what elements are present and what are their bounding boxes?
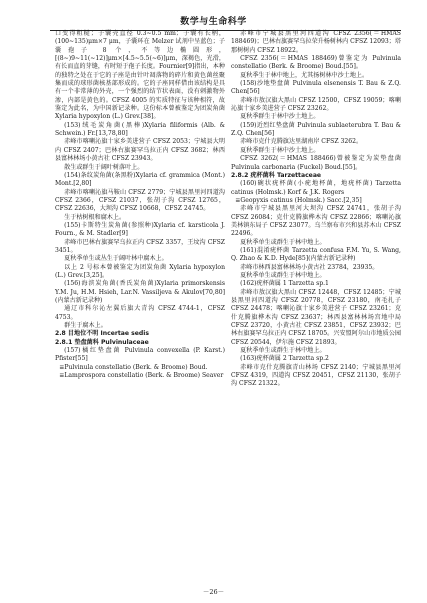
left-column <box>55 30 225 573</box>
specimen-record: 通辽市科尔沁左翼后旗大青沟 CFSZ 4744-1，CFSZ 4753。 <box>55 305 225 321</box>
paragraph: 口变得粗糙；子囊壳直径 0.3~0.5 mm；子囊有长柄，(100~135)μm×7 μm，子囊环在 Melzer 试剂中呈蓝色；子囊孢子 8 个，不等边椭圆形，[(8~)9~11(~12)]μm×[4.5~5.5(~6)]μm，深褐色，光滑，有长而直的芽缝，有时短于孢子长度。Fournier[9]指出，本种的独特之处在于它的子座是由针叶凋落物的碎片和黄色菌丝聚集而成的球形菌核基部形成的。它的子座同样借由该结构是具有一个非常薄的外壳，一个强烈的结节状表面，没有刺激物外渗，内部是黄色的。CFSZ 4005 的实质特征与该种相符，故鉴定为此名，为中国新记录种。这份标本曾被鉴定为团炭角菌 Xylaria hypoxylon (L.) Grev.[38]。 <box>55 30 225 121</box>
synonym: ≡Geopyxis catinus (Holmsk.) Sacc.[2,35] <box>235 196 362 204</box>
species-heading: (156)海滨炭角菌(香氏炭角菌)Xylaria primorskensis Y.M. Ju, H.M. Hsieh, Lar.N. Vassiljeva & Akulov[70,80](内蒙古新记录种) <box>55 280 225 304</box>
specimen-record: 赤峰市林西县富林林场小黄古社 23784，23935。 <box>240 263 379 271</box>
specimen-record: 赤峰市宁城县黑里河四道沟 CFSZ 2356(＝HMAS 188469)；巴林右旗赛罕乌拉荣升杨树林内 CFSZ 12093；塔那树树内 CFSZ 18922。 <box>231 30 401 54</box>
habitat-note: 散生或群生于阔叶树落叶上。 <box>64 163 144 171</box>
synonym: ≡Pulvinula constellatio (Berk. & Broome) Boud. <box>59 363 208 371</box>
habitat-note: 夏秋季单生或群生于林中地上。 <box>240 271 326 279</box>
habitat-note: 生于枯树根和腐木上。 <box>64 213 126 221</box>
habitat-note: 夏秋季群生于林中沙土地上。 <box>240 113 320 121</box>
specimen-record: 赤峰市克什克腾旗达里湖南岸 CFSZ 3262。 <box>240 138 363 146</box>
species-heading: (154)条纹炭角菌(条黑粉)Xylaria cf. grammica (Mont.) Mont.[2,80] <box>55 171 225 188</box>
subsection-heading: 2.8.2 疣杯菌科 Tarzettaceae <box>231 171 322 179</box>
species-heading: (159)近烈红垫盘菌 Pulvinula sublaeterubra T. Bau & Z.Q. Chen[56] <box>231 121 401 138</box>
species-heading: (162)疣杯菌属 1 Tarzetta sp.1 <box>240 280 329 288</box>
paragraph: CFSZ 2356(＝HMAS 188469)曾鉴定为 Pulvinula constellatio (Berk. & Broome) Boud.[55]。 <box>231 55 401 71</box>
specimen-record: 赤峰市敖汉旗大黑山 CFSZ 12500，CFSZ 19059；喀喇沁旗十家乡美进营子 CFSZ 23262。 <box>231 96 401 113</box>
specimen-record: 赤峰市宁城县黑里河大坝沟 CFSZ 24741，张胡子沟 CFSZ 26084；克什克腾旗桦木沟 CFSZ 22866；喀喇沁旗美林镇东局子 CFSZ 23077。乌兰察布市兴和县苏木山 CFSZ 22496。 <box>231 205 401 238</box>
page-number: －26－ <box>202 588 225 596</box>
species-heading: (157)橘红垫盘菌 Pulvinula convexella (P. Karst.) Pfister[55] <box>55 347 225 363</box>
specimen-record: 赤峰市敖汉旗大黑山 CFSZ 12448，CFSZ 12485；宁城县黑里河四道沟 CFSZ 20778，CFSZ 23180，南毛扎子 CFSZ 24478；喀喇沁旗十家乡美进营子 CFSZ 23261；克什克腾旗桦木沟 CFSZ 23637；林西县富林林场宫地中局 CFSZ 23720，小黄古社 CFSZ 23851，CFSZ 23932；巴林右旗赛罕乌拉正内 CFSZ 18705。兴安盟阿尔山市地质公园 CFSZ 20544，伊尔施 CFSZ 21893。 <box>231 288 401 346</box>
synonym: ≡Lamprospora constellatio (Berk. & Broome) Seaver <box>59 372 224 380</box>
habitat-note: 夏秋季单生或丛生于阔叶林中腐木上。 <box>64 255 168 263</box>
specimen-record: 赤峰市喀喇沁旗十家乡美进营子 CFSZ 2053；宁城县大明内 CFSZ 2407；巴林右旗赛罕乌拉正内 CFSZ 3682；林西县富林林场小黄古社 CFSZ 23943。 <box>55 138 225 163</box>
specimen-record: 赤峰市喀喇沁旗马鞍山 CFSZ 2779；宁城县黑里河四道沟 CFSZ 2366，CFSZ 21037，张胡子沟 CFSZ 12765，CFSZ 22636，大坝沟 CFSZ 10668，CFSZ 24745。 <box>55 188 225 213</box>
paragraph: CFSZ 3262(＝HMAS 188466)曾被鉴定为炭垫盘菌 Pulvinula carbonaria (Fuckel) Boud.[55]。 <box>231 155 401 171</box>
habitat-note: 群生于腐木上。 <box>64 322 107 330</box>
habitat-note: 夏秋季单生或群生于林中地上。 <box>240 238 326 246</box>
species-heading: (160)碗状疣杯菌(小疣地杯菌，地疣杯菌) Tarzetta catinus (Holmsk.) Korf & J.K. Rogers <box>231 180 401 196</box>
species-heading: (155)卡斯特生炭角菌(参照种)Xylaria cf. karsticola J. Fourn., & M. Stadler[9] <box>55 221 225 238</box>
specimen-record: 赤峰市克什克腾旗青山林场 CFSZ 2140；宁城县黑里河 CFSZ 4319，四道沟 CFSZ 20451，CFSZ 21130，张胡子沟 CFSZ 21322。 <box>231 363 401 388</box>
running-title: 数学与生命科学 <box>180 17 247 27</box>
species-heading: (153)绒毛炭角菌(黑棒)Xylaria filiformis (Alb. & Schwein.) Fr.[13,78,80] <box>55 121 225 138</box>
subsection-heading: 2.8.1 垫盘菌科 Pulvinulaceae <box>55 338 149 346</box>
habitat-note: 夏秋季生于林中地上，尤其扬树林中沙土地上。 <box>240 71 369 79</box>
species-heading: (163)疣杯菌属 2 Tarzetta sp.2 <box>240 355 329 363</box>
habitat-note: 夏秋季单生或群生于林中地上。 <box>240 347 326 355</box>
habitat-note: 夏秋季群生于林中沙土地上。 <box>240 146 320 154</box>
specimen-record: 赤峰市巴林右旗赛罕乌拉正内 CFSZ 3357，王坟沟 CFSZ 3451。 <box>55 238 225 254</box>
species-heading: (161)混淆疣杯菌 Tarzetta confusa F.M. Yu, S. Wang, Q. Zhao & K.D. Hyde[85](内蒙古新记录种) <box>231 246 401 263</box>
section-heading: 2.8 目地位不明 Incertae sedis <box>55 330 149 338</box>
right-column <box>231 30 401 573</box>
paragraph: 以上 2 号标本曾被鉴定为团炭角菌 Xylaria hypoxylon (L.) Grev.[3,25]。 <box>55 263 225 279</box>
species-heading: (158)沙地垫盘菌 Pulvinula elsenensis T. Bau & Z.Q. Chen[56] <box>231 80 401 96</box>
